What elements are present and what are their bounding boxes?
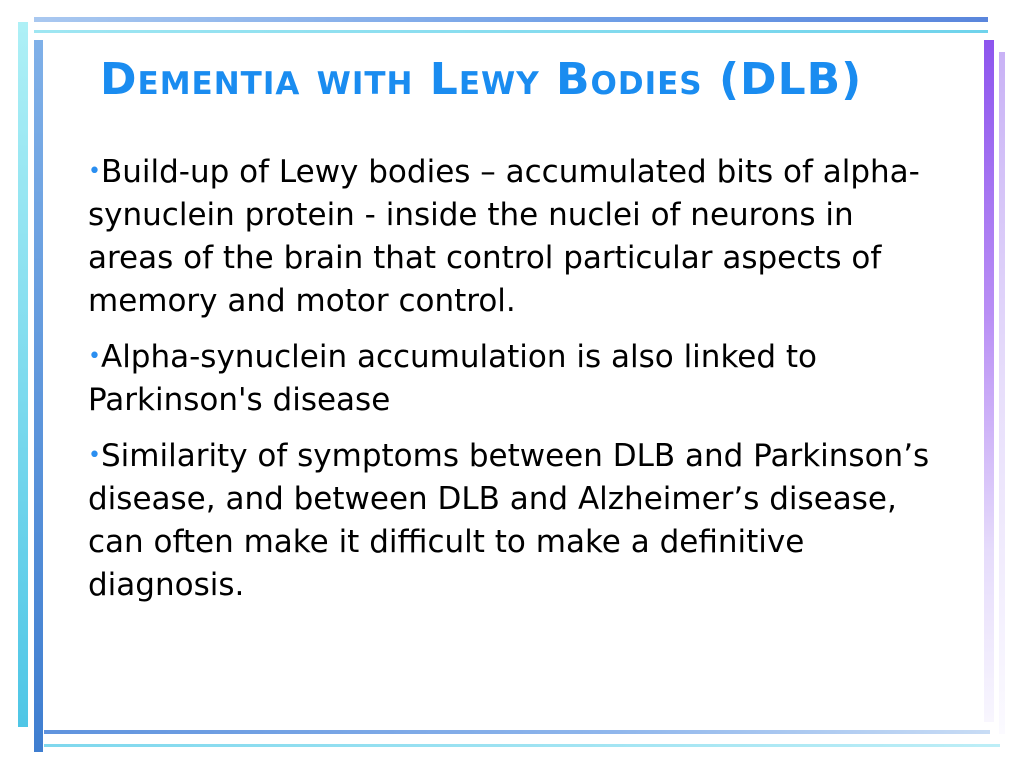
top-border-line-secondary xyxy=(34,30,988,33)
bottom-border-line xyxy=(44,730,990,734)
bullet-icon: • xyxy=(88,344,101,369)
bullet-item xyxy=(88,335,938,422)
bottom-border-line-secondary xyxy=(44,744,1000,747)
top-border-line xyxy=(34,17,988,22)
left-border-bar xyxy=(18,22,28,727)
bullet-item xyxy=(88,150,938,323)
bullet-item xyxy=(88,434,938,607)
bullet-text: Alpha-synuclein accumulation is also linked to Parkinson's disease xyxy=(88,339,818,418)
bullet-list xyxy=(88,150,938,619)
slide-title: Dementia with Lewy Bodies (DLB) xyxy=(100,54,863,105)
bullet-text: Similarity of symptoms between DLB and Parkinson’s disease, and between DLB and Alzheimer’s disease, can often make it difficult to make a definitive diagnosis. xyxy=(88,438,930,603)
left-border-bar-secondary xyxy=(34,40,43,752)
right-border-bar xyxy=(984,40,994,722)
bullet-icon: • xyxy=(88,443,101,468)
bullet-icon: • xyxy=(88,159,101,184)
right-border-bar-secondary xyxy=(999,52,1005,734)
bullet-text: Build-up of Lewy bodies – accumulated bits of alpha-synuclein protein - inside the nuclei of neurons in areas of the brain that control particular aspects of memory and motor control. xyxy=(88,154,920,319)
